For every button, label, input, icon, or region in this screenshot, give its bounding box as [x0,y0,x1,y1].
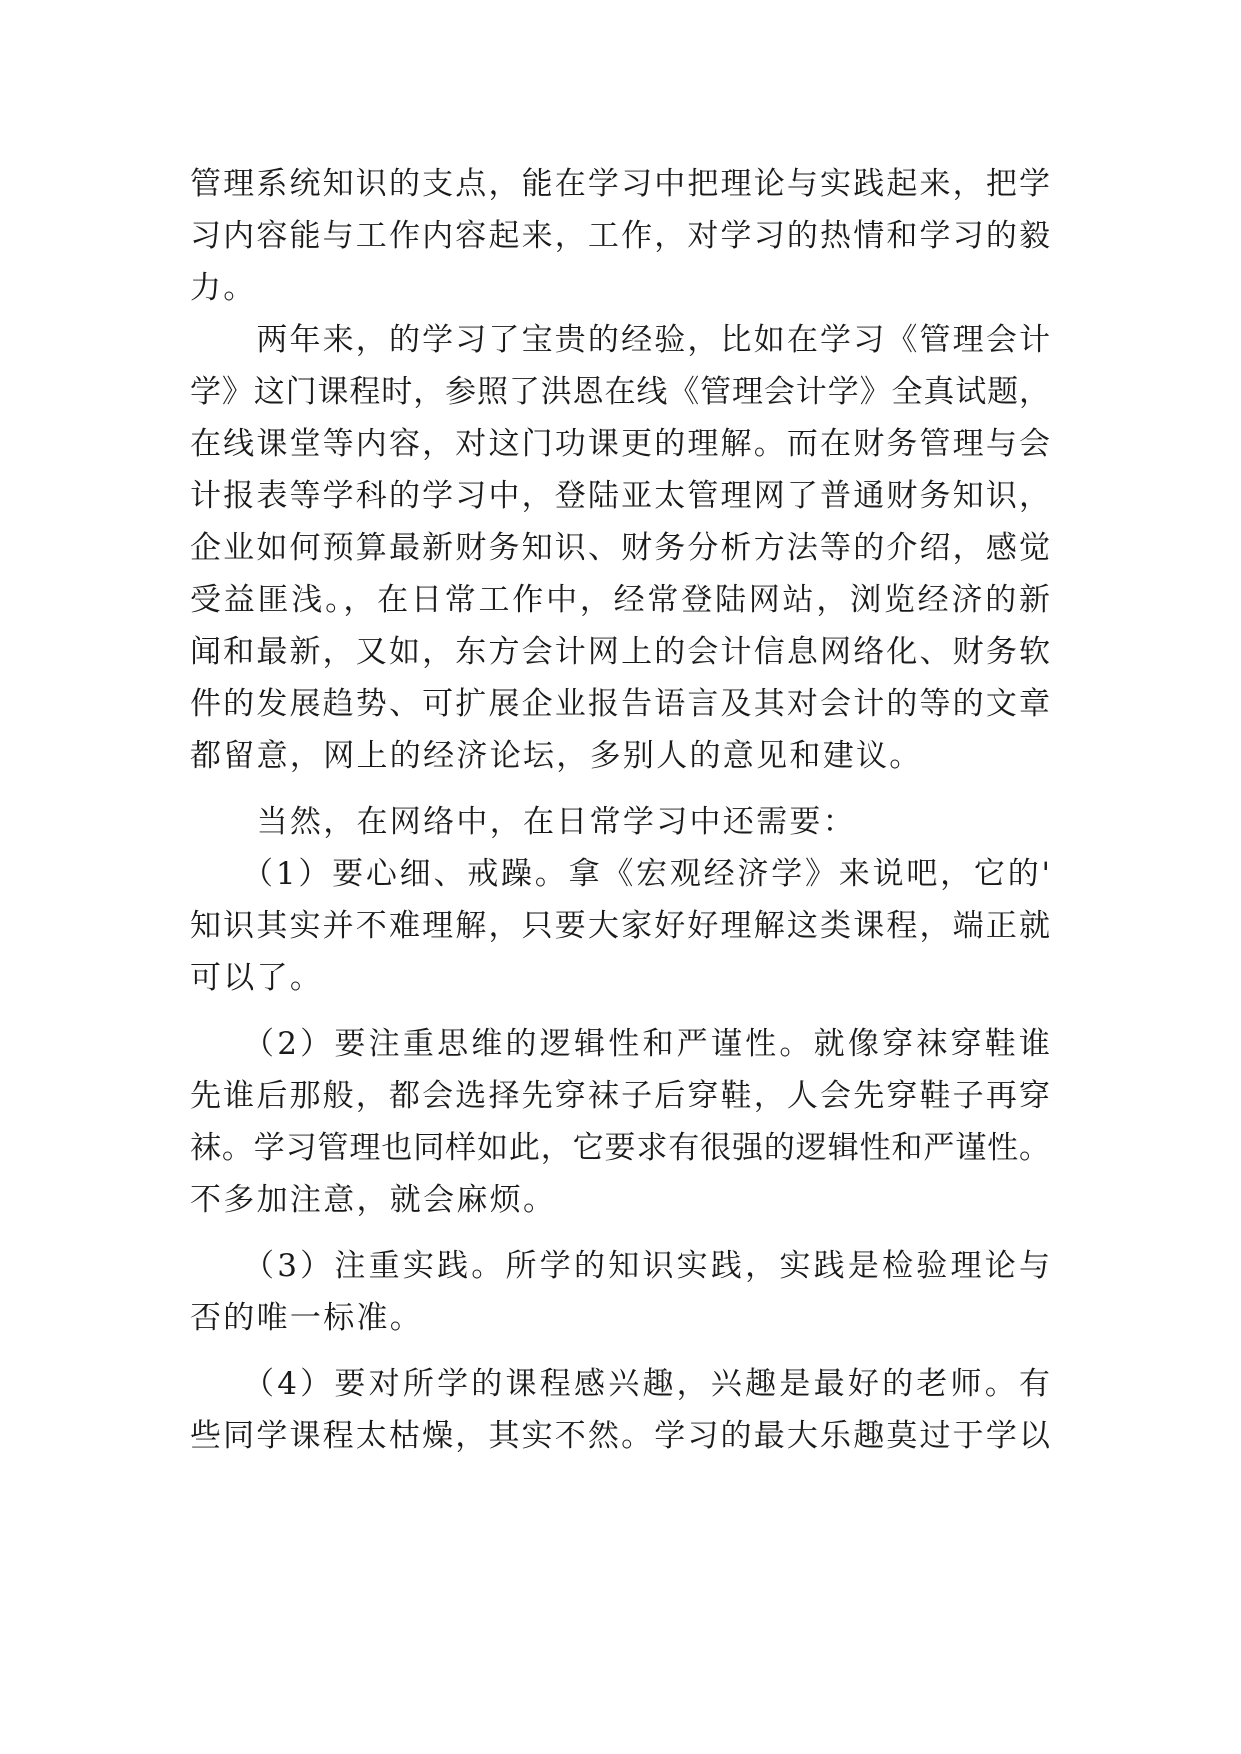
text-line: 在线课堂等内容，对这门功课更的理解。而在财务管理与会 [190,426,1050,462]
text-line: 件的发展趋势、可扩展企业报告语言及其对会计的等的文章 [190,686,1050,722]
body-text [190,158,1050,1462]
text-line: （2）要注重思维的逻辑性和严谨性。就像穿袜穿鞋谁 [190,1026,1050,1062]
text-line: 企业如何预算最新财务知识、财务分析方法等的介绍，感觉 [190,530,1050,566]
paragraph-gap [190,1226,1050,1240]
text-line: 知识其实并不难理解，只要大家好好理解这类课程，端正就 [190,908,1050,944]
text-line: 都留意，网上的经济论坛，多别人的意见和建议。 [190,738,923,774]
text-line: 否的唯一标准。 [190,1300,424,1336]
text-line: 袜。学习管理也同样如此，它要求有很强的逻辑性和严谨性。 [190,1130,1050,1166]
text-line: 先谁后那般，都会选择先穿袜子后穿鞋，人会先穿鞋子再穿 [190,1078,1050,1114]
paragraph [190,314,1050,782]
paragraph-gap [190,782,1050,796]
text-line: 习内容能与工作内容起来，工作，对学习的热情和学习的毅 [190,218,1050,254]
text-line: 管理系统知识的支点，能在学习中把理论与实践起来，把学 [190,166,1050,202]
paragraph [190,1358,1050,1462]
text-line: 不多加注意，就会麻烦。 [190,1182,557,1218]
text-line: 可以了。 [190,960,324,996]
text-line: 两年来，的学习了宝贵的经验，比如在学习《管理会计 [190,322,1050,358]
paragraph [190,1018,1050,1226]
paragraph [190,848,1050,1004]
text-line: 当然，在网络中，在日常学习中还需要： [190,804,856,840]
text-line: 计报表等学科的学习中，登陆亚太管理网了普通财务知识， [190,478,1050,514]
text-line: 力。 [190,270,257,306]
paragraph-gap [190,1004,1050,1018]
text-line: （1）要心细、戒躁。拿《宏观经济学》来说吧，它的' [190,856,1050,892]
paragraph-gap [190,1344,1050,1358]
text-line: （3）注重实践。所学的知识实践，实践是检验理论与 [190,1248,1050,1284]
paragraph [190,796,1050,848]
text-line: 受益匪浅。，在日常工作中，经常登陆网站，浏览经济的新 [190,582,1050,618]
paragraph [190,1240,1050,1344]
text-line: 学》这门课程时，参照了洪恩在线《管理会计学》全真试题， [190,374,1050,410]
text-line: 闻和最新，又如，东方会计网上的会计信息网络化、财务软 [190,634,1050,670]
text-line: 些同学课程太枯燥，其实不然。学习的最大乐趣莫过于学以 [190,1418,1050,1454]
text-line: （4）要对所学的课程感兴趣，兴趣是最好的老师。有 [190,1366,1050,1402]
paragraph [190,158,1050,314]
